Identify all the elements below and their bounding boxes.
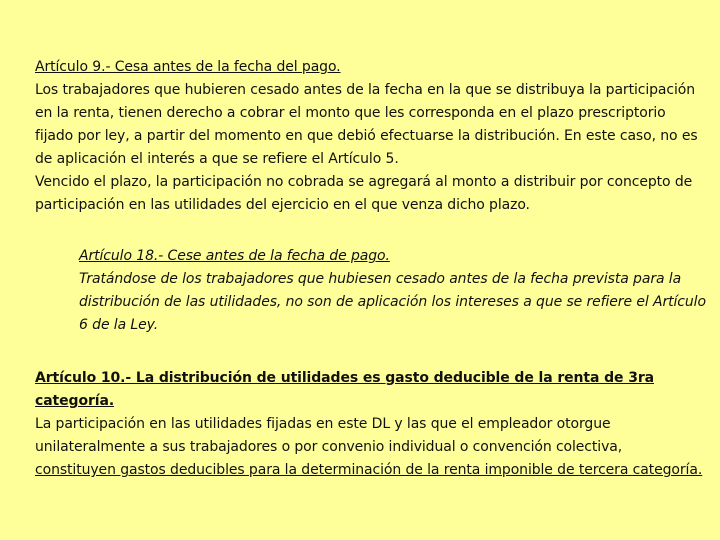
article-10-paragraph-part-2: constituyen gastos deducibles para la determinación de la renta imponible de tercera categoría. bbox=[35, 462, 703, 478]
article-10-paragraph-part-1: La participación en las utilidades fijadas en este DL y las que el empleador otorgue unilateralmente a sus trabajadores o por convenio individual o convención colectiva, bbox=[35, 416, 623, 455]
article-10-heading: Artículo 10.- La distribución de utilidades es gasto deducible de la renta de 3ra categoría. bbox=[35, 370, 655, 409]
article-18-heading: Artículo 18.- Cese antes de la fecha de pago. bbox=[79, 248, 390, 264]
article-9-heading: Artículo 9.- Cesa antes de la fecha del pago. bbox=[35, 59, 341, 75]
article-10-paragraph bbox=[35, 413, 707, 482]
article-9-paragraph-1: Los trabajadores que hubieren cesado antes de la fecha en la que se distribuya la participación en la renta, tienen derecho a cobrar el monto que les corresponda en el plazo prescriptorio fijado por ley, a partir del momento en que debió efectuarse la distribución. En este caso, no es de aplicación el interés a que se refiere el Artículo 5. bbox=[35, 82, 698, 167]
article-18-paragraph: Tratándose de los trabajadores que hubiesen cesado antes de la fecha prevista para la distribución de las utilidades, no son de aplicación los intereses a que se refiere el Artículo 6 de la Ley. bbox=[79, 271, 706, 333]
article-10 bbox=[35, 367, 707, 482]
article-9 bbox=[35, 56, 707, 217]
article-9-paragraph-2: Vencido el plazo, la participación no cobrada se agregará al monto a distribuir por concepto de participación en las utilidades del ejercicio en el que venza dicho plazo. bbox=[35, 174, 693, 213]
article-18 bbox=[79, 245, 715, 337]
